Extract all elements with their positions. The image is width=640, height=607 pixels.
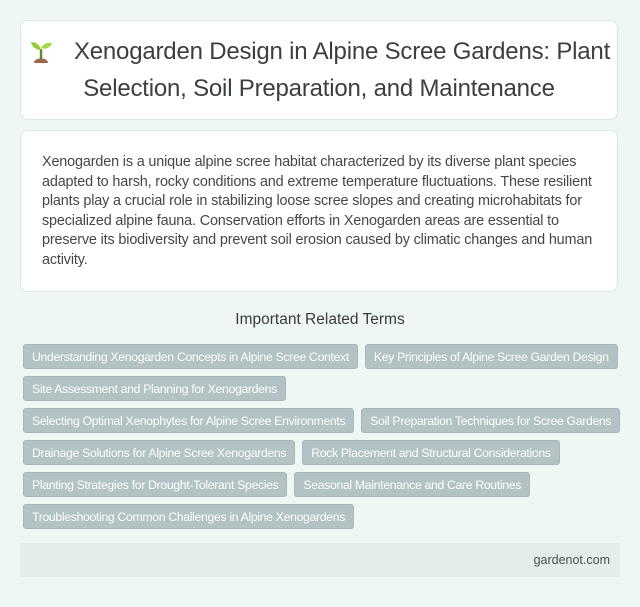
title-card: [20, 20, 618, 120]
related-term-tag[interactable]: Site Assessment and Planning for Xenogardens: [23, 376, 286, 401]
related-terms-heading: Important Related Terms: [235, 311, 405, 328]
related-term-tag[interactable]: Soil Preparation Techniques for Scree Gardens: [361, 408, 620, 433]
seedling-icon: [28, 37, 54, 72]
related-term-tag[interactable]: Rock Placement and Structural Considerations: [302, 440, 559, 465]
related-term-tag[interactable]: Troubleshooting Common Challenges in Alpine Xenogardens: [23, 504, 354, 529]
title-text: Xenogarden Design in Alpine Scree Gardens: Plant Selection, Soil Preparation, and Maintenance: [73, 38, 611, 102]
related-term-tag[interactable]: Understanding Xenogarden Concepts in Alpine Scree Context: [23, 344, 358, 369]
related-term-tag[interactable]: Drainage Solutions for Alpine Scree Xenogardens: [23, 440, 295, 465]
footer: [20, 543, 620, 577]
footer-site-link[interactable]: gardenot.com: [533, 553, 610, 567]
related-terms-list: [23, 344, 623, 529]
description-card: [20, 130, 618, 292]
related-term-tag[interactable]: Seasonal Maintenance and Care Routines: [294, 472, 530, 497]
related-term-tag[interactable]: Planting Strategies for Drought-Tolerant Species: [23, 472, 287, 497]
description-text: Xenogarden is a unique alpine scree habitat characterized by its diverse plant species adapted to harsh, rocky conditions and extreme temperature fluctuations. These resilient plants play a crucial role in stabilizing loose scree slopes and creating microhabitats for specialized alpine fauna. Conservation efforts in Xenogarden areas are essential to preserve its biodiversity and prevent soil erosion caused by climatic changes and human activity.: [42, 154, 593, 268]
related-term-tag[interactable]: Key Principles of Alpine Scree Garden Design: [365, 344, 618, 369]
page-title: [21, 35, 617, 105]
related-term-tag[interactable]: Selecting Optimal Xenophytes for Alpine Scree Environments: [23, 408, 354, 433]
